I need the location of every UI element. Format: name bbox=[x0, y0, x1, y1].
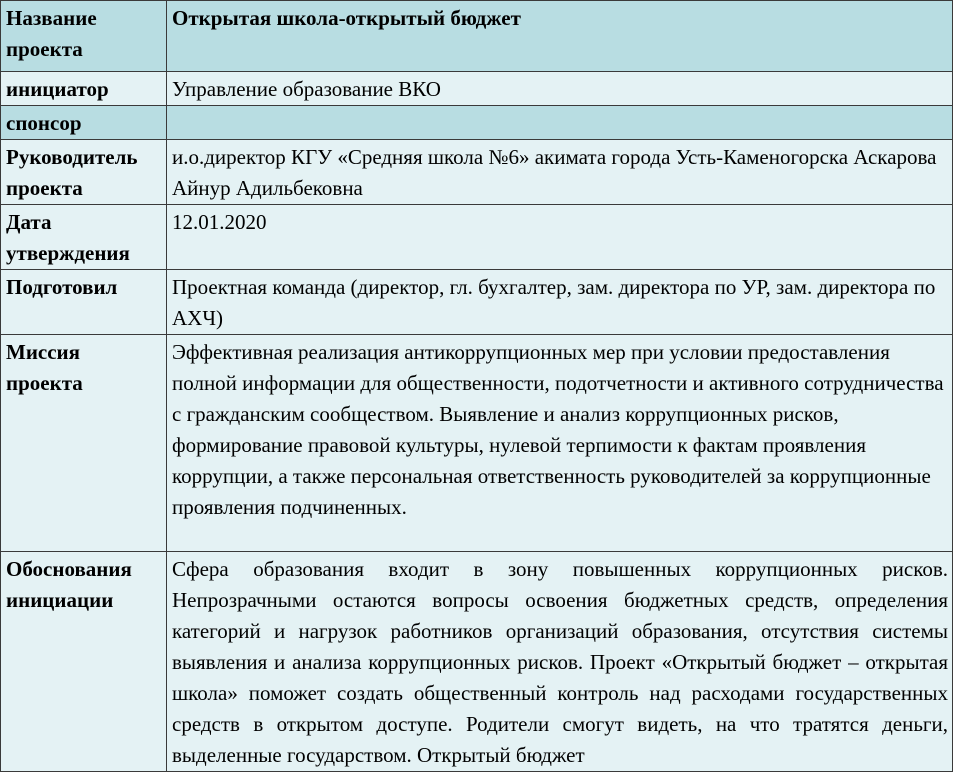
row-sponsor bbox=[1, 106, 953, 140]
label-project-name: Название проекта bbox=[1, 1, 167, 72]
value-project-name: Открытая школа-открытый бюджет bbox=[167, 1, 953, 72]
value-project-lead: и.о.директор КГУ «Средняя школа №6» акимата города Усть-Каменогорска Аскарова Айнур Адильбековна bbox=[167, 140, 953, 205]
value-justification: Сфера образования входит в зону повышенных коррупционных рисков. Непрозрачными остаются вопросы освоения бюджетных средств, определения категорий и нагрузок работников организаций образования, отсутствия системы выявления и анализа коррупционных рисков. Проект «Открытый бюджет – открытая школа» поможет создать общественный контроль над расходами государственных средств в открытом доступе. Родители смогут видеть, на что тратятся деньги, выделенные государством. Открытый бюджет bbox=[167, 552, 953, 772]
value-mission: Эффективная реализация антикоррупционных мер при условии предоставления полной информации для общественности, подотчетности и активного сотрудничества с гражданским сообществом. Выявление и анализ коррупционных рисков, формирование правовой культуры, нулевой терпимости к фактам проявления коррупции, а также персональная ответственность руководителей за коррупционные проявления подчиненных. bbox=[167, 335, 953, 552]
row-mission bbox=[1, 335, 953, 552]
row-project-lead bbox=[1, 140, 953, 205]
row-project-name bbox=[1, 1, 953, 72]
row-justification bbox=[1, 552, 953, 772]
value-initiator: Управление образование ВКО bbox=[167, 72, 953, 106]
label-sponsor: спонсор bbox=[1, 106, 167, 140]
label-prepared-by: Подготовил bbox=[1, 270, 167, 335]
value-approval-date: 12.01.2020 bbox=[167, 205, 953, 270]
row-prepared-by bbox=[1, 270, 953, 335]
label-approval-date: Дата утверждения bbox=[1, 205, 167, 270]
value-sponsor bbox=[167, 106, 953, 140]
label-mission: Миссия проекта bbox=[1, 335, 167, 552]
label-justification: Обоснования инициации bbox=[1, 552, 167, 772]
label-initiator: инициатор bbox=[1, 72, 167, 106]
row-initiator bbox=[1, 72, 953, 106]
row-approval-date bbox=[1, 205, 953, 270]
value-prepared-by: Проектная команда (директор, гл. бухгалтер, зам. директора по УР, зам. директора по АХЧ) bbox=[167, 270, 953, 335]
label-project-lead: Руководитель проекта bbox=[1, 140, 167, 205]
